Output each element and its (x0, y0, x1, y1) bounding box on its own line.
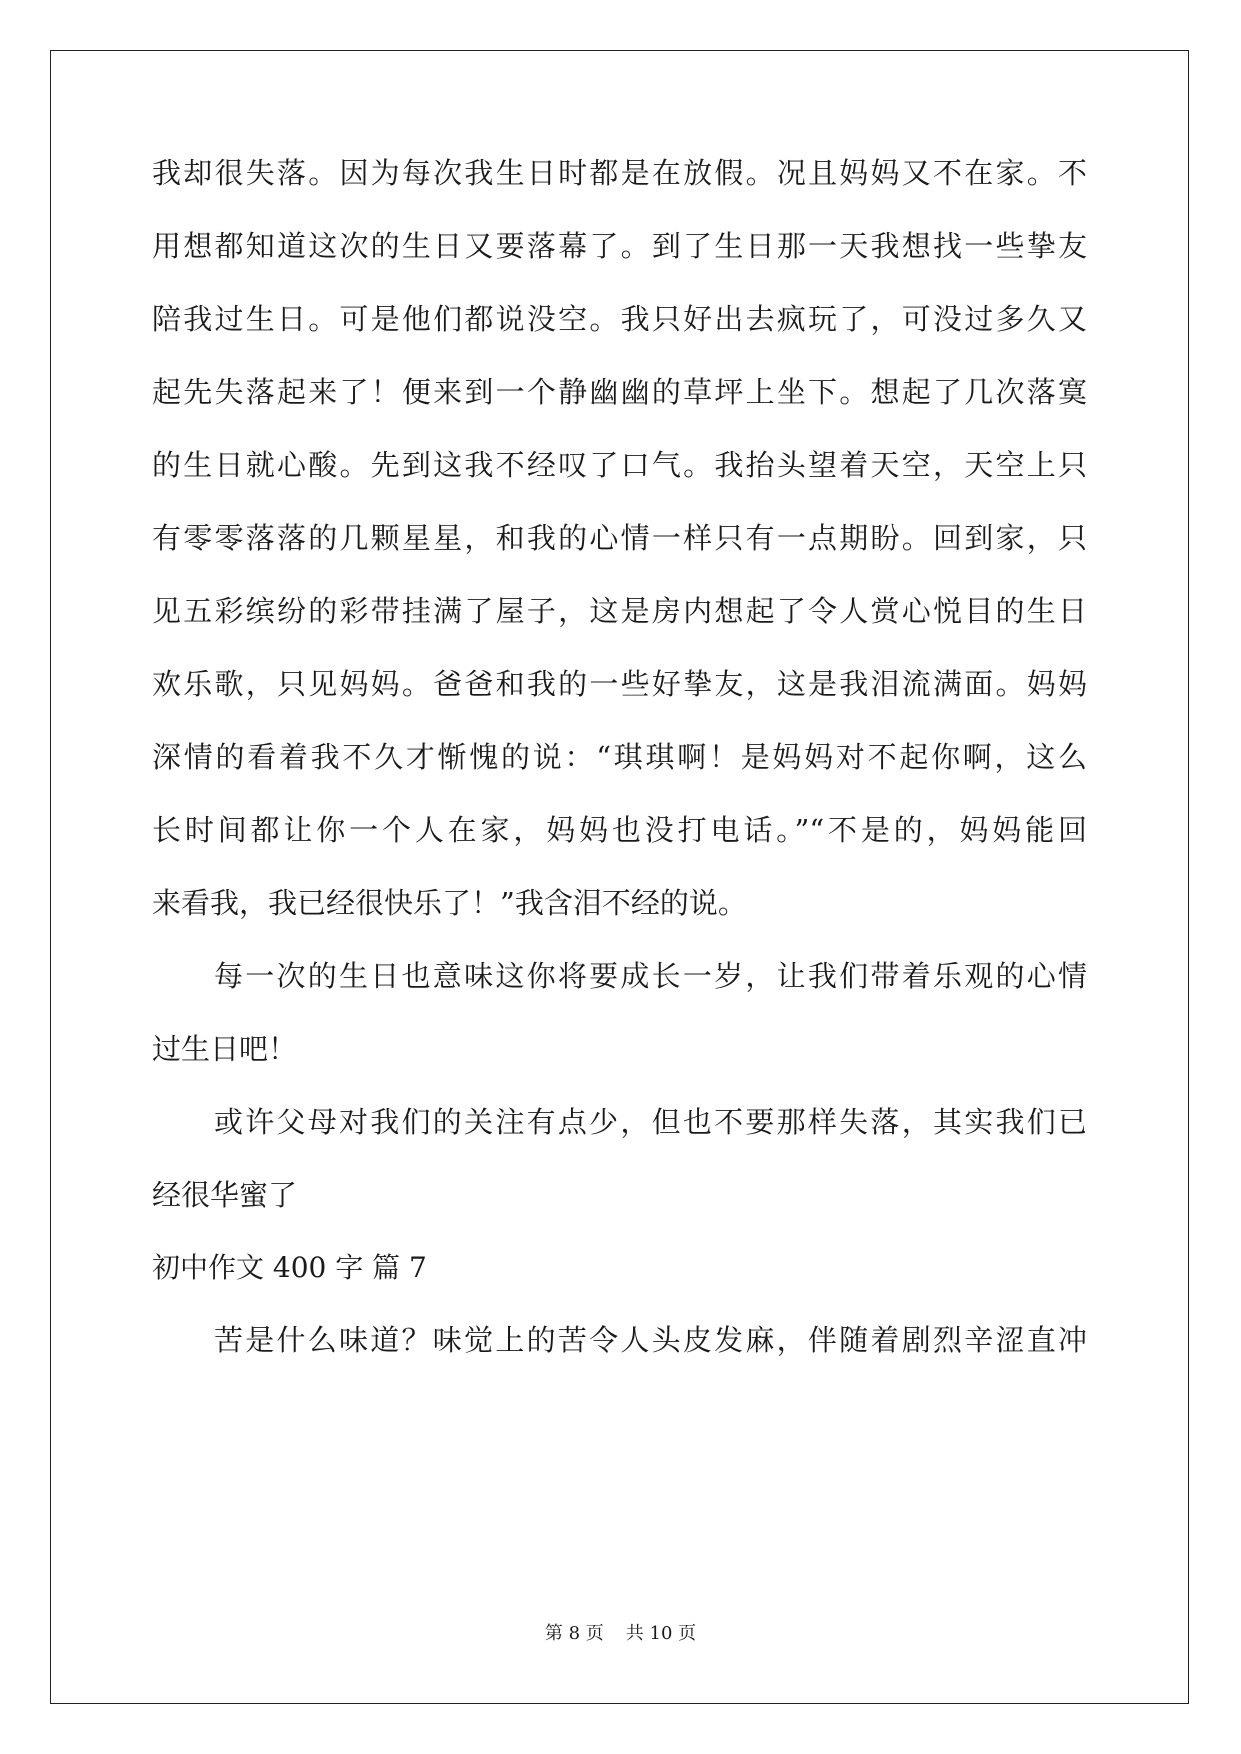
body-line: 过生日吧！ (152, 1032, 298, 1066)
body-line: 我却很失落。因为每次我生日时都是在放假。况且妈妈又不在家。不 (152, 156, 1087, 190)
body-line: 用想都知道这次的生日又要落幕了。到了生日那一天我想找一些挚友 (152, 229, 1087, 263)
body-line: 陪我过生日。可是他们都说没空。我只好出去疯玩了，可没过多久又 (152, 302, 1087, 336)
body-line: 有零零落落的几颗星星，和我的心情一样只有一点期盼。回到家，只 (152, 521, 1087, 555)
section-heading: 初中作文 400 字 篇 7 (152, 1251, 427, 1284)
paragraph-first-line: 苦是什么味道？味觉上的苦令人头皮发麻，伴随着剧烈辛涩直冲 (214, 1323, 1087, 1357)
body-line: 的生日就心酸。先到这我不经叹了口气。我抬头望着天空，天空上只 (152, 448, 1087, 482)
body-line: 长时间都让你一个人在家，妈妈也没打电话。”“不是的，妈妈能回 (152, 813, 1087, 847)
paragraph-first-line: 或许父母对我们的关注有点少，但也不要那样失落，其实我们已 (214, 1105, 1087, 1139)
page-number: 第 8 页 (544, 1623, 604, 1644)
body-line: 深情的看着我不久才惭愧的说：“琪琪啊！是妈妈对不起你啊，这么 (152, 740, 1087, 774)
page-total: 共 10 页 (625, 1623, 697, 1644)
body-line: 经很华蜜了 (152, 1178, 298, 1212)
body-line: 来看我，我已经很快乐了！”我含泪不经的说。 (152, 886, 747, 920)
page-footer (0, 1622, 1241, 1646)
body-line: 起先失落起来了！便来到一个静幽幽的草坪上坐下。想起了几次落寞 (152, 375, 1087, 409)
body-line: 见五彩缤纷的彩带挂满了屋子，这是房内想起了令人赏心悦目的生日 (152, 594, 1087, 628)
paragraph-first-line: 每一次的生日也意味这你将要成长一岁，让我们带着乐观的心情 (214, 959, 1087, 993)
body-line: 欢乐歌，只见妈妈。爸爸和我的一些好挚友，这是我泪流满面。妈妈 (152, 667, 1087, 701)
